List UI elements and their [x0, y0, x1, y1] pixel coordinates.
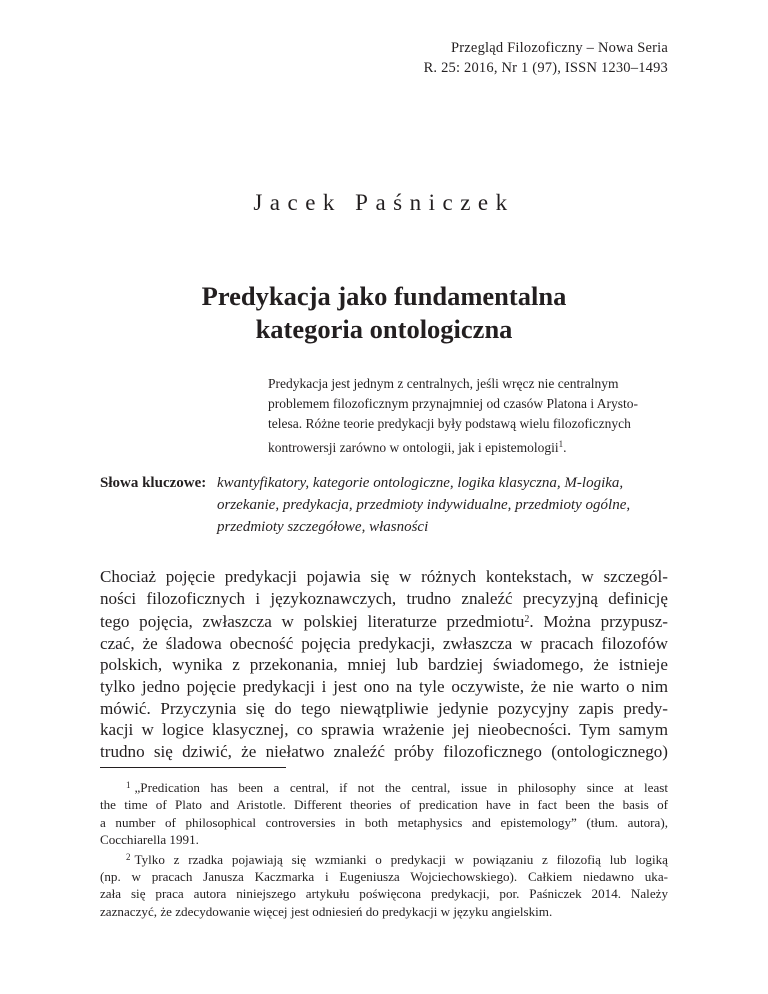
abstract-line: telesa. Różne teorie predykacji były podstawą wielu filozoficznych	[268, 416, 631, 431]
body-line: polskich, wynika z przekonania, mniej lub bardziej świadomego, że istnieje	[100, 655, 668, 675]
title-line-1: Predykacja jako fundamentalna	[201, 281, 567, 311]
body-line-text: tego pojęcia, zwłaszcza w polskiej literaturze przedmiotu	[100, 612, 525, 632]
footnote-line	[100, 777, 668, 796]
body-line: kacji w logice klasycznej, co sprawia wrażenie jej nieobecności. Tym samym	[100, 720, 668, 740]
footnotes	[100, 777, 668, 920]
journal-issue: R. 25: 2016, Nr 1 (97), ISSN 1230–1493	[423, 60, 668, 76]
abstract-line-text: kontrowersji zarówno w ontologii, jak i epistemologii	[268, 440, 559, 455]
title-line-2: kategoria ontologiczna	[255, 314, 513, 344]
footnote-text: Tylko z rzadka pojawiają się wzmianki o predykacji w powiązaniu z filozofią lub logiką	[134, 851, 668, 867]
body-paragraph	[100, 566, 668, 762]
keywords-line: kwantyfikatory, kategorie ontologiczne, logika klasyczna, M-logika,	[217, 475, 624, 491]
article-title	[0, 280, 768, 346]
footnote-text: „Predication has been a central, if not the central, issue in philosophy since at least	[134, 780, 668, 795]
footnote-mark: 2	[126, 851, 131, 862]
body-line: trudno się dziwić, że niełatwo znaleźć próby filozoficznego (ontologicznego)	[100, 741, 668, 761]
abstract-line: Predykacja jest jednym z centralnych, jeśli wręcz nie centralnym	[268, 376, 619, 391]
keywords-line: orzekanie, predykacja, przedmioty indywidualne, przedmioty ogólne,	[217, 497, 631, 513]
keywords-list	[217, 472, 630, 538]
author-name: Jacek Paśniczek	[253, 190, 515, 215]
footnote-divider	[100, 767, 286, 768]
body-line-text: . Można przypusz-	[529, 612, 668, 632]
abstract-line: problemem filozoficznym przynajmniej od czasów Platona i Arysto-	[268, 396, 639, 411]
abstract-end: .	[563, 440, 567, 455]
abstract-line	[268, 434, 668, 458]
footnote-ref-1[interactable]: 1	[558, 439, 564, 449]
footnote-line: (np. w pracach Janusza Kaczmarka i Eugeniusza Wojciechowskiego). Całkiem niedawno uka-	[100, 869, 668, 885]
footnote-line: a number of philosophical controversies in both metaphysics and epistemology” (tłum. autora),	[100, 814, 668, 830]
body-line: tylko jedno pojęcie predykacji i jest ono na tyle oczywiste, że nie warto o nim	[100, 676, 668, 696]
footnote-ref-2[interactable]: 2	[524, 614, 530, 626]
keywords-label: Słowa kluczowe:	[100, 475, 207, 491]
footnote-line: the time of Plato and Aristotle. Different theories of predication have in fact been the basis of	[100, 797, 668, 813]
abstract	[268, 374, 668, 458]
journal-name: Przegląd Filozoficzny – Nowa Seria	[451, 40, 668, 56]
footnote-line: zała się praca autora niniejszego artykułu poświęcona predykacji, por. Paśniczek 2014. Należy	[100, 886, 668, 902]
keywords-line: przedmioty szczegółowe, własności	[217, 519, 429, 535]
footnote-line: zaznaczyć, że zdecydowanie więcej jest odniesień do predykacji w języku angielskim.	[100, 903, 553, 919]
footnote-line	[100, 849, 668, 868]
journal-header	[424, 38, 668, 78]
body-line: Chociaż pojęcie predykacji pojawia się w różnych kontekstach, w szczegól-	[100, 567, 668, 586]
body-line: ności filozoficznych i językoznawczych, trudno znaleźć precyzyjną definicję	[100, 588, 668, 608]
body-line	[100, 609, 668, 633]
body-line: mówić. Przyczynia się do tego niewątpliwie jedynie pozycyjny zapis predy-	[100, 698, 668, 718]
footnote-line: Cocchiarella 1991.	[100, 832, 199, 848]
footnote-mark: 1	[126, 780, 131, 790]
body-line: czać, że śladowa obecność pojęcia predykacji, zwłaszcza w pracach filozofów	[100, 633, 668, 653]
